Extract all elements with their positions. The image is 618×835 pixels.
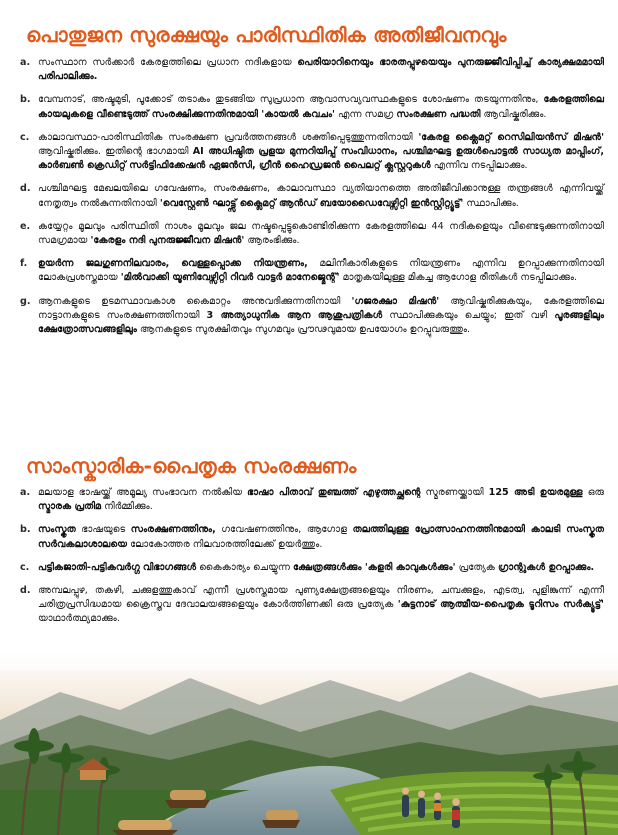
text-run: യാഥാർത്ഥ്യമാക്കും. (38, 613, 120, 625)
list-item (20, 584, 604, 627)
bold-text-run: 'കുട്ടനാട് ആത്മീയ-പൈതൃക ടൂറിസം സർക്യൂട്ട്' (397, 599, 604, 611)
list-marker: f. (20, 258, 28, 270)
bold-text-run: സംസ്കൃത (38, 524, 76, 536)
bold-text-run: കേരളത്തിലെ കായലുകളെ വീണ്ടെടുത്ത് സംരക്ഷിക്കുന്നതിനുമായി 'കായൽ കവചം' (38, 94, 604, 120)
text-run: ആവിഷ്കരിക്കുകയും, കേരളത്തിലെ നാട്ടാനകളുടെ സംരക്ഷണത്തിനായി (38, 295, 605, 321)
list-item-text (38, 584, 604, 627)
kerala-landscape-illustration (0, 650, 618, 835)
list-marker: a. (20, 57, 31, 68)
list-item (20, 131, 604, 174)
text-run: ആരംഭിക്കും. (244, 235, 300, 247)
text-run: ലോകോത്തര നിലവാരത്തിലേക്ക് ഉയർത്തും. (127, 538, 323, 550)
bold-text-run: 'ഗജരക്ഷാ മിഷൻ' (351, 295, 440, 307)
list-item (20, 220, 604, 248)
text-run: ഗവേഷണത്തിനും, ആഗോള (215, 524, 353, 536)
text-run: ഭാഷയുടെ (75, 524, 131, 536)
list-marker: d. (20, 183, 31, 195)
bold-text-run: സംരക്ഷണ പദ്ധതി (396, 108, 481, 120)
list-marker: c. (20, 561, 30, 573)
text-run: ആനകളുടെ സുരക്ഷിതവും സുഗമവും പ്രൗഢവുമായ ഉപയോഗം ഉറപ്പുവരുത്തും. (136, 324, 471, 336)
text-run: അമ്പലപ്പുഴ, തകഴി, ചക്കുളത്തുകാവ് എന്നീ പ്രശസ്തമായ പുണ്യക്ഷേത്രങ്ങളെയും നിരണം, ചമ്പക്കുളം, എടത്വ, പുളിങ്കുന്ന് എന്നീ ചരിത്രപ്രസിദ്ധമായ ക്രൈസ്തവ ദേവാലയങ്ങളെയും കോർത്തിണക്കി ഒരു പ്രത്യേക (38, 585, 604, 611)
list-item-text (38, 56, 604, 84)
list-item (20, 295, 604, 338)
text-run: മലിനീകാരികളുടെ നിയന്ത്രണം എന്നിവ ഉറപ്പാക്കുന്നതിനായി ലോകപ്രശസ്തമായ (38, 258, 604, 284)
list-marker: b. (20, 94, 31, 106)
tea-plantation-icon (330, 771, 618, 835)
text-run: കാലാവസ്ഥാ-പാരിസ്ഥിതിക സംരക്ഷണ പ്രവർത്തനങ്ങൾ ശക്തിപ്പെടുത്തുന്നതിനായി (38, 131, 419, 143)
bold-text-run: 'കേരള ക്ലൈമറ്റ് റെസിലിയൻസ് മിഷൻ' (418, 131, 605, 143)
bold-text-run: AI അധിഷ്ഠിത പ്രളയ മുന്നറിയിപ്പ് സംവിധാനം, പശ്ചിമഘട്ട ഉരുൾപൊട്ടൽ സാധ്യത മാപ്പിംഗ്, കാർബൺ ക്രെഡിറ്റ് സർട്ടിഫിക്കേഷൻ ഏജൻസി, ഗ്രീൻ ഹൈഡ്രജൻ പൈലറ്റ് ക്ലസ്റ്ററുകൾ (38, 146, 604, 172)
list-item-text (38, 257, 604, 285)
text-run: എന്നിവ നടപ്പിലാക്കും. (430, 160, 528, 172)
list-item-text (38, 486, 604, 514)
bold-text-run: പട്ടികജാതി-പട്ടികവർഗ്ഗ (38, 561, 140, 573)
list-marker: a. (20, 487, 31, 498)
list-item (20, 56, 604, 84)
text-run: ആവിഷ്കരിക്കും. ഇതിന്റെ ഭാഗമായി (38, 146, 193, 158)
text-run: എന്ന സമഗ്ര (334, 108, 397, 120)
bold-text-run: 'കേരളം നദി പുനരുജ്ജീവന മിഷൻ' (90, 235, 245, 247)
bold-text-run: തലത്തിലുള്ള പ്രോത്സാഹനത്തിനുമായി കാലടി സംസ്കൃത സർവകലാശാലയെ (38, 524, 604, 550)
environment-list (20, 56, 604, 346)
bold-text-run: സംരക്ഷണത്തിനും, (130, 524, 216, 536)
list-item-text (38, 220, 604, 248)
list-item-text (38, 131, 604, 174)
landscape-svg (0, 650, 618, 835)
text-run: ആവിഷ്കരിക്കും. (480, 108, 547, 120)
list-item (20, 93, 604, 121)
bold-text-run: 125 അടി ഉയരമുള്ള (488, 487, 583, 498)
list-item (20, 561, 604, 575)
text-run: സ്ഥാപിക്കും. (463, 197, 519, 209)
list-item (20, 257, 604, 285)
bold-text-run: വിഭാഗങ്ങൾ (142, 561, 197, 573)
list-item (20, 486, 604, 514)
list-item-text (38, 523, 604, 551)
bold-text-run: ഉയർന്ന ജലഗുണനിലവാരം, വെള്ളപ്പൊക്ക നിയന്ത്രണം, (38, 258, 308, 270)
text-run: മലയാള ഭാഷയ്ക്ക് അമൂല്യ സംഭാവന നൽകിയ (38, 487, 248, 498)
bold-text-run: 3 അത്യാധുനിക ആന ആശുപത്രികൾ (206, 309, 383, 321)
text-run: സംസ്ഥാന സർക്കാർ കേരളത്തിലെ പ്രധാന നദികളായ (38, 57, 298, 68)
bold-text-run: 'മിൽവാക്കി യൂണിവേഴ്സിറ്റി റിവർ വാട്ടർ മാനേജ്മെന്റ്' (120, 272, 340, 284)
list-marker: d. (20, 585, 31, 597)
list-item-text (38, 182, 604, 210)
text-run: പശ്ചിമഘട്ട മേഖലയിലെ ഗവേഷണം, സംരക്ഷണം, കാലാവസ്ഥാ വ്യതിയാനത്തെ അതിജീവിക്കാനുള്ള തന്ത്രങ്ങൾ എന്നിവയ്ക്ക് നേതൃത്വം നൽകുന്നതിനായി (38, 183, 604, 209)
bold-text-run: പൂരങ്ങളിലും ക്ഷേത്രോത്സവങ്ങളിലും (38, 309, 604, 336)
list-marker: g. (20, 295, 31, 307)
section-heading-culture: സാംസ്കാരിക-പൈതൃക സംരക്ഷണം (26, 454, 357, 478)
list-item (20, 523, 604, 551)
text-run: ഒരു (582, 487, 604, 498)
text-run: കയ്യേറ്റം മൂലവും പരിസ്ഥിതി നാശം മൂലവും ജല നഷ്ടപ്പെട്ടുകൊണ്ടിരിക്കുന്ന കേരളത്തിലെ 44 നദികളെയും വീണ്ടെടുക്കുന്നതിനായി സമഗ്രമായ (38, 220, 604, 247)
section-heading-environment: പൊതുജന സുരക്ഷയും പാരിസ്ഥിതിക അതിജീവനവും (26, 23, 507, 47)
text-run: കൈകാര്യം ചെയ്യുന്ന (196, 561, 294, 573)
text-run: ആനകളുടെ ഉടമസ്ഥാവകാശ കൈമാറ്റം അനുവദിക്കുന്നതിനായി (38, 295, 352, 307)
list-item-text (38, 93, 604, 121)
bold-text-run: ക്ഷേത്രങ്ങൾക്കും 'കളരി കാവുകൾക്കും' (293, 561, 456, 573)
culture-list (20, 486, 604, 636)
text-run: സ്ഥാപിക്കുകയും ചെയ്യും; ഇത് വഴി (382, 309, 555, 321)
bold-text-run: സ്മാരക പ്രതിമ (38, 501, 102, 513)
bold-text-run: ഭാഷാ പിതാവ് തുഞ്ചത്ത് എഴുത്തച്ഛന്റെ (247, 487, 421, 498)
text-run: പ്രത്യേക (455, 561, 499, 573)
list-marker: b. (20, 524, 31, 536)
bold-text-run: പെരിയാറിനെയും ഭാരതപ്പുഴയെയും പുനരുജ്ജീവിപ്പിച്ച് കാര്യക്ഷമമായി പരിപാലിക്കും. (38, 57, 604, 83)
text-run: മാതൃകയിലുള്ള മികച്ച ആഗോള രീതികൾ നടപ്പിലാക്കും. (339, 272, 578, 284)
text-run: വേമ്പനാട്, അഷ്ടമുടി, പൂക്കോട് തടാകം തുടങ്ങിയ സുപ്രധാന ആവാസവ്യവസ്ഥകളുടെ ശോഷണം തടയുന്നതിനും, (38, 94, 544, 106)
list-marker: c. (20, 131, 30, 143)
list-item (20, 182, 604, 210)
bold-text-run: ഗ്രാന്റുകൾ ഉറപ്പാക്കും. (498, 561, 595, 573)
list-item-text (38, 561, 604, 575)
bold-text-run: 'വെസ്റ്റേൺ ഘാട്ട്സ് ക്ലൈമറ്റ് ആൻഡ് ബയോഡൈവേഴ്സിറ്റി ഇൻസ്റ്റിറ്റ്യൂട്ട്' (159, 197, 464, 209)
list-item-text (38, 295, 604, 338)
text-run: നിർമ്മിക്കും. (101, 501, 153, 513)
list-marker: e. (20, 220, 31, 232)
text-run: സ്മരണയ്ക്കായി (420, 487, 489, 498)
